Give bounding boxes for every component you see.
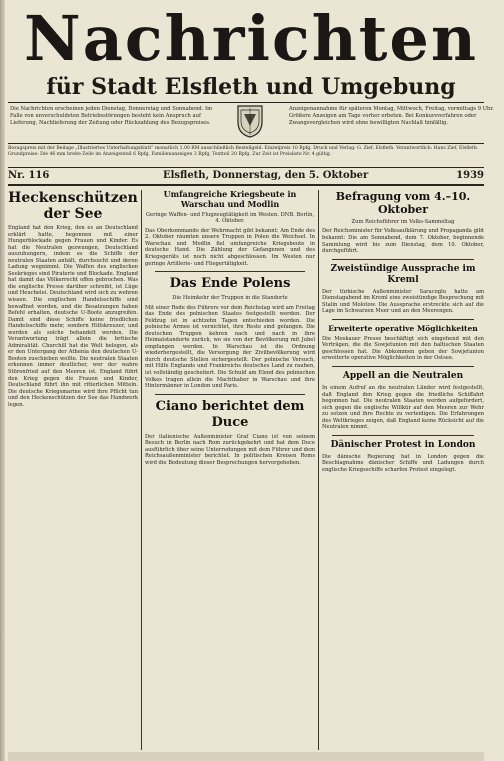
article-text: Das Oberkommando der Wehrmacht gibt bekannt: Am Ende des 2. Oktober räumten unsere Truppen in Polen die Weichsel. In Warschau und Modlin fiel umfangreiche Kriegsbeute in deutsche Hand. Die Zählung der Gefangenen und des Kriegsgeräts ist noch nicht abgeschlossen. Im Westen nur geringe Artillerie- und Fliegertätigkeit. xyxy=(145,227,315,267)
article-separator xyxy=(332,366,474,367)
column-3 xyxy=(322,190,484,752)
article-separator xyxy=(332,319,474,320)
article-headline: Dänischer Protest in London xyxy=(330,439,476,450)
issue-place-date: Elsfleth, Donnerstag, den 5. Oktober xyxy=(163,170,369,181)
article-headline: Das Ende Polens xyxy=(169,276,291,292)
column-divider xyxy=(141,190,142,750)
article-separator xyxy=(332,259,474,260)
masthead-title: Nachrichten xyxy=(24,2,478,75)
article-text: Die Moskauer Presse beschäftigt sich eingehend mit den Verträgen, die die Sowjetunion mit den baltischen Staaten geschlossen hat. Die Abkommen geben der Sowjetunion erweiterte operative Möglichkeiten in der Ostsee. xyxy=(322,335,484,362)
article-deck: Die Heimkehr der Truppen in die Standorte xyxy=(172,295,288,302)
article-text: Die dänische Regierung hat in London gegen die Beschlagnahme dänischer Schiffe und Ladungen durch englische Kriegsschiffe scharfen Protest eingelegt. xyxy=(322,453,484,473)
issue-number: Nr. 116 xyxy=(8,170,50,181)
masthead-subtitle: für Stadt Elsfleth und Umgebung xyxy=(46,74,456,100)
dateline-rule xyxy=(8,184,484,186)
article-headline: Zweistündige Aussprache im Kreml xyxy=(330,263,476,285)
coat-of-arms-icon xyxy=(224,104,276,138)
page-bottom-margin xyxy=(8,752,484,761)
publication-notice-left: Die Nachrichten erscheinen jeden Dienstag, Donnerstag und Sonnabend. Im Falle von unverschuldeten Betriebsstörungen besteht kein Anspruch auf Lieferung, Nachlieferung der Zeitung oder Rückzahlung des Bezugspreises. xyxy=(10,106,213,126)
article-text: England hat den Krieg, den es an Deutschland erklärt hatte, begonnen mit einer Hungerblockade gegen Frauen und Kinder. Es hat die Neutralen gezwungen, Deutschland auszuhungern, indem es die Schiffe der neutralen Staaten anhält, durchsucht und deren Ladung wegnimmt. Die Waffen des englischen Seekrieges sind Piraterie und Blockade. England hat damit das Völkerrecht offen gebrochen. Was die englische Presse darüber schreibt, ist Lüge und Heuchelei. Deutschland wird sich zu wehren wissen. Die englischen Handelsschiffe sind bewaffnet worden, und die Besatzungen haben Befehl erhalten, deutsche U-Boote anzugreifen. Damit sind diese Schiffe keine friedlichen Handelsschiffe mehr, sondern Hilfskreuzer, und werden als solche behandelt werden. Die Verantwortung trägt allein die britische Admiralität. Churchill hat die Welt belogen, als er den Untergang der Athenia den deutschen U-Booten zuschieben wollte. Die neutralen Staaten erkennen immer deutlicher, wer der wahre Störenfried auf den Meeren ist. England führt den Krieg gegen die Frauen und Kinder, Deutschland führt ihn mit ritterlichen Mitteln. Die deutsche Kriegsmarine wird ihre Pflicht tun und den Heckenschützen der See das Handwerk legen. xyxy=(8,225,138,408)
advertising-notice-right: Anzeigenannahme für späteren Montag, Mittwoch, Freitag, vormittags 9 Uhr. Größere Anzeigen am Tage vorher erbeten. Bei Konkursverfahren oder Zwangsvergleichen wird ohne bewilligten Nachlaß hinfällig. xyxy=(289,106,494,126)
article-headline: Befragung vom 4.–10. Oktober xyxy=(335,190,471,216)
article-text: In einem Aufruf an die neutralen Länder wird festgestellt, daß England den Krieg gegen die friedliche Schiffahrt begonnen hat. Die neutralen Staaten werden aufgefordert, sich gegen die englische Willkür auf den Meeren zur Wehr zu setzen und ihre Rechte zu verteidigen. Die Erfahrungen des Weltkrieges zeigen, daß England keine Rücksicht auf die Neutralen nimmt. xyxy=(322,384,484,431)
dateline xyxy=(8,170,484,182)
article-text: Der Reichsminister für Volksaufklärung und Propaganda gibt bekannt: Die am Sonnabend, dem 7. Oktober, beginnende Sammlung wird bis zum Dienstag, dem 10. Oktober, durchgeführt. xyxy=(322,228,484,255)
column-divider xyxy=(318,190,319,750)
article-text: Mit einer Rede des Führers vor dem Reichstag wird am Freitag das Ende des polnischen Staates festgestellt werden. Der Feldzug ist in achtzehn Tagen entschieden worden. Die polnische Armee ist vernichtet, ihre Reste sind gefangen. Die deutschen Truppen kehren nach und nach in ihre Heimatstandorte zurück, wo sie von der Bevölkerung mit Jubel empfangen werden. In Warschau ist die Ordnung wiederhergestellt, die Versorgung der Zivilbevölkerung wird durch deutsche Stellen sichergestellt. Der polnische Versuch, mit Hilfe Englands und Frankreichs deutsches Land zu rauben, ist vollständig gescheitert. Die Schuld am Elend des polnischen Volkes tragen allein die Machthaber in Warschau und ihre Hintermänner in London und Paris. xyxy=(145,304,315,390)
article-deck: Geringe Waffen- und Flugzeugtätigkeit im Westen. DNB. Berlin, 4. Oktober. xyxy=(145,212,315,225)
article-headline: Heckenschützen der See xyxy=(8,190,138,222)
article-separator xyxy=(155,394,305,395)
page-binding-edge xyxy=(0,0,5,761)
article-headline: Erweiterte operative Möglichkeiten xyxy=(328,323,478,333)
subscription-info-strip: Bezugspreis mit der Beilage „Illustriertes Unterhaltungsblatt“ monatlich 1.00 RM ausschließlich Bestellgeld. Einzelpreis 10 Rpfg. Druck und Verlag: G. Zief, Elsfleth. Verantwortlich: Hans Zief, Elsfleth. Grundpreise: Die 46 mm breite Zeile im Anzeigenteil 6 Rpfg, Familienanzeigen 3 Rpfg, Textteil 20 Rpfg. Zur Zeit ist Preisliste Nr. 4 gültig. xyxy=(8,146,479,158)
article-headline: Appell an die Neutralen xyxy=(342,370,464,381)
masthead-rule xyxy=(8,102,484,103)
article-separator xyxy=(155,271,305,272)
notice-rule xyxy=(8,143,484,144)
column-1 xyxy=(8,190,138,752)
info-rule xyxy=(8,167,484,168)
article-deck: Zum Reichsführer im Volks-Sammeltag xyxy=(351,219,455,225)
article-separator xyxy=(332,435,474,436)
article-headline: Ciano berichtet dem Duce xyxy=(155,398,305,430)
article-text: Der italienische Außenminister Graf Ciano ist von seinem Besuch in Berlin nach Rom zurückgekehrt und hat dem Duce ausführlich über seine Unterredungen mit dem Führer und dem Reichsaußenminister berichtet. In politischen Kreisen Roms wird die Bedeutung dieser Besprechungen hervorgehoben. xyxy=(145,433,315,466)
article-headline: Umfangreiche Kriegsbeute in Warschau und Modlin xyxy=(163,190,297,209)
column-2 xyxy=(145,190,315,752)
article-text: Der türkische Außenminister Saracoglu hatte am Dienstagabend im Kreml eine zweistündige Besprechung mit Stalin und Molotow. Die Aussprache erstreckte sich auf die Lage im Schwarzen Meer und an den Meerengen. xyxy=(322,288,484,315)
issue-year: 1939 xyxy=(456,170,484,181)
